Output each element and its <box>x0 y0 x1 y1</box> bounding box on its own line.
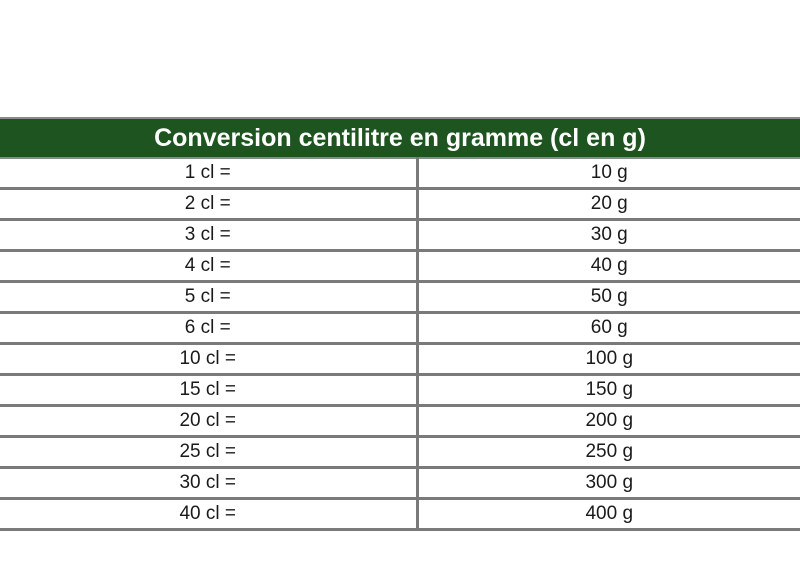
table-row <box>0 375 800 406</box>
centilitre-cell: 15 cl = <box>0 375 417 406</box>
table-title: Conversion centilitre en gramme (cl en g) <box>0 118 800 158</box>
table-row <box>0 158 800 189</box>
centilitre-cell: 20 cl = <box>0 406 417 437</box>
centilitre-cell: 2 cl = <box>0 189 417 220</box>
table-row <box>0 406 800 437</box>
centilitre-cell: 4 cl = <box>0 251 417 282</box>
gram-cell: 60 g <box>417 313 800 344</box>
conversion-table <box>0 117 800 531</box>
gram-cell: 100 g <box>417 344 800 375</box>
table-row <box>0 189 800 220</box>
centilitre-cell: 6 cl = <box>0 313 417 344</box>
gram-cell: 10 g <box>417 158 800 189</box>
gram-cell: 200 g <box>417 406 800 437</box>
table-body <box>0 158 800 530</box>
gram-cell: 400 g <box>417 499 800 530</box>
centilitre-cell: 5 cl = <box>0 282 417 313</box>
table-row <box>0 282 800 313</box>
table-row <box>0 499 800 530</box>
gram-cell: 150 g <box>417 375 800 406</box>
table-row <box>0 220 800 251</box>
gram-cell: 50 g <box>417 282 800 313</box>
table-row <box>0 251 800 282</box>
centilitre-cell: 3 cl = <box>0 220 417 251</box>
centilitre-cell: 25 cl = <box>0 437 417 468</box>
table-row <box>0 437 800 468</box>
gram-cell: 20 g <box>417 189 800 220</box>
centilitre-cell: 30 cl = <box>0 468 417 499</box>
gram-cell: 40 g <box>417 251 800 282</box>
table-row <box>0 344 800 375</box>
table-header-row <box>0 118 800 158</box>
gram-cell: 300 g <box>417 468 800 499</box>
table-row <box>0 313 800 344</box>
centilitre-cell: 1 cl = <box>0 158 417 189</box>
table-row <box>0 468 800 499</box>
centilitre-cell: 10 cl = <box>0 344 417 375</box>
gram-cell: 30 g <box>417 220 800 251</box>
centilitre-cell: 40 cl = <box>0 499 417 530</box>
gram-cell: 250 g <box>417 437 800 468</box>
